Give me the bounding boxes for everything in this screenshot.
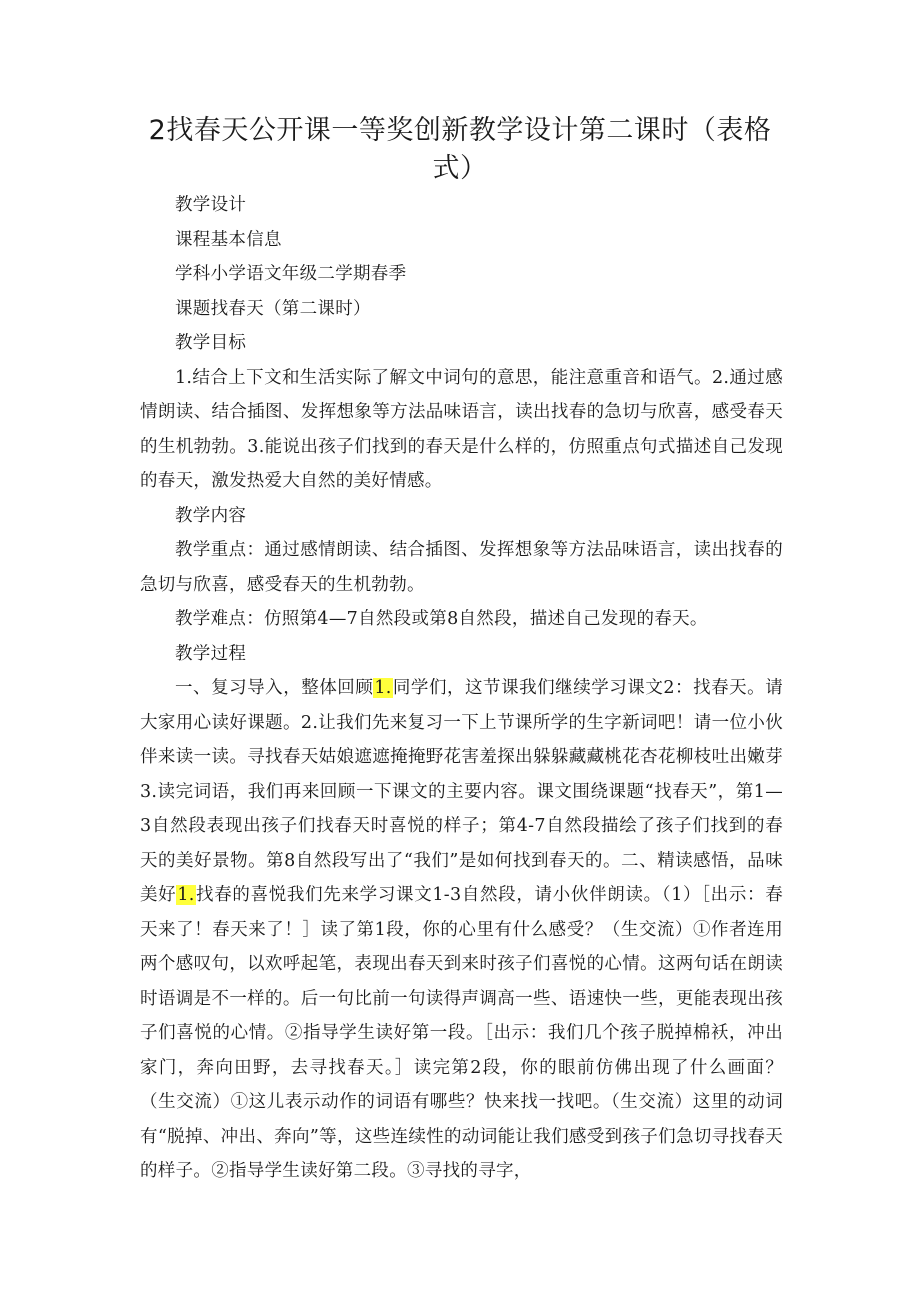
process-text-part-3: 找春的喜悦我们先来学习课文1-3自然段，请小伙伴朗读。（1）［出示：春天来了！春天来了！］读了第1段，你的心里有什么感受？（生交流）①作者连用两个感叹句，以欢呼起笔，表现出春天到来时孩子们喜悦的心情。这两句话在朗读时语调是不一样的。后一句比前一句读得声调高一些、语速快一些，更能表现出孩子们喜悦的心情。②指导学生读好第一段。［出示：我们几个孩子脱掉棉袄，冲出家门，奔向田野，去寻找春天。］读完第2段，你的眼前仿佛出现了什么画面？（生交流）①这儿表示动作的词语有哪些？快来找一找吧。（生交流）这里的动词有“脱掉、冲出、奔向”等，这些连续性的动词能让我们感受到孩子们急切寻找春天的样子。②指导学生读好第二段。③寻找的寻字，	[140, 885, 783, 1181]
process-text-part-2: 同学们，这节课我们继续学习课文2：找春天。请大家用心读好课题。2.让我们先来复习一下上节课所学的生字新词吧！请一位小伙伴来读一读。寻找春天姑娘遮遮掩掩野花害羞探出躲躲藏藏桃花杏花柳枝吐出嫩芽3.读完词语，我们再来回顾一下课文的主要内容。课文围绕课题“找春天”，第1—3自然段表现出孩子们找春天时喜悦的样子；第4-7自然段描绘了孩子们找到的春天的美好景物。第8自然段写出了“我们”是如何找到春天的。二、精读感悟，品味美好	[140, 678, 783, 905]
highlighted-number-2: 1.	[177, 885, 195, 905]
process-paragraph	[140, 671, 783, 1189]
highlighted-number-1: 1.	[374, 678, 392, 698]
key-points-paragraph: 教学重点：通过感情朗读、结合插图、发挥想象等方法品味语言，读出找春的急切与欣喜，感受春天的生机勃勃。	[140, 540, 783, 595]
section-heading-process: 教学过程	[175, 643, 247, 664]
section-heading-objectives: 教学目标	[175, 333, 247, 353]
section-heading-basic-info: 课程基本信息	[175, 229, 282, 250]
document-body	[140, 188, 783, 1189]
section-heading-design: 教学设计	[175, 195, 247, 215]
objectives-paragraph: 1.结合上下文和生活实际了解文中词句的意思，能注意重音和语气。2.通过感情朗读、结合插图、发挥想象等方法品味语言，读出找春的急切与欣喜，感受春天的生机勃勃。3.能说出孩子们找到的春天是什么样的，仿照重点句式描述自己发现的春天，激发热爱大自然的美好情感。	[140, 367, 783, 491]
difficulties-paragraph: 教学难点：仿照第4—7自然段或第8自然段，描述自己发现的春天。	[175, 609, 708, 629]
section-heading-content: 教学内容	[175, 505, 247, 526]
topic-line: 课题找春天（第二课时）	[175, 298, 371, 319]
document-title: 2找春天公开课一等奖创新教学设计第二课时（表格式）	[148, 115, 772, 184]
subject-line: 学科小学语文年级二学期春季	[175, 264, 407, 284]
process-text-part-1: 一、复习导入，整体回顾	[175, 678, 374, 698]
